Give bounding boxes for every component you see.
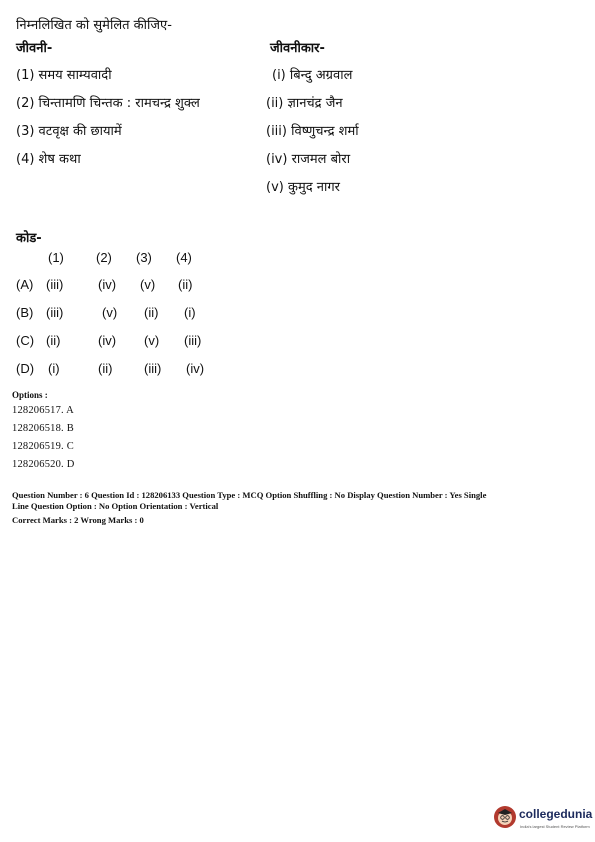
- code-cell: (ii): [144, 305, 159, 320]
- code-cell: (v): [140, 277, 156, 292]
- list1-item: (1) समय साम्यवादी: [16, 68, 112, 83]
- code-column-header: (2): [96, 250, 112, 265]
- options-heading: Options :: [12, 390, 48, 400]
- list2-item: (iii) विष्णुचन्द्र शर्मा: [266, 124, 359, 139]
- code-row-label: (C): [16, 333, 35, 348]
- option-item: 128206518. B: [12, 423, 74, 434]
- option-item: 128206517. A: [12, 405, 74, 416]
- question-instruction: निम्नलिखित को सुमेलित कीजिए-: [16, 18, 172, 33]
- logo-wordmark: collegedunia: [519, 807, 593, 821]
- marks-line: Correct Marks : 2 Wrong Marks : 0: [12, 515, 144, 525]
- code-cell: (iii): [144, 361, 162, 376]
- list1-item: (2) चिन्तामणि चिन्तक : रामचन्द्र शुक्ल: [16, 96, 200, 111]
- code-row-label: (D): [16, 361, 35, 376]
- list1-item: (3) वटवृक्ष की छायामें: [16, 124, 122, 139]
- list2-item: (i) बिन्दु अग्रवाल: [272, 68, 353, 83]
- code-cell: (i): [184, 305, 196, 320]
- code-cell: (ii): [98, 361, 113, 376]
- code-cell: (i): [48, 361, 60, 376]
- option-item: 128206520. D: [12, 459, 75, 470]
- code-cell: (iii): [46, 305, 64, 320]
- list2-item: (v) कुमुद नागर: [266, 180, 340, 195]
- collegedunia-logo: [494, 802, 593, 834]
- code-column-header: (4): [176, 250, 192, 265]
- list1-item: (4) शेष कथा: [16, 152, 81, 167]
- code-cell: (iv): [186, 361, 205, 376]
- list1-heading: जीवनी-: [16, 41, 53, 56]
- list2-heading: जीवनीकार-: [270, 41, 325, 56]
- code-cell: (iv): [98, 277, 117, 292]
- code-cell: (ii): [46, 333, 61, 348]
- code-cell: (ii): [178, 277, 193, 292]
- option-item: 128206519. C: [12, 441, 74, 452]
- code-cell: (v): [144, 333, 160, 348]
- code-column-header: (3): [136, 250, 152, 265]
- code-row-label: (B): [16, 305, 34, 320]
- question-meta-line: Line Question Option : No Option Orientation : Vertical: [12, 501, 219, 511]
- list2-item: (ii) ज्ञानचंद्र जैन: [266, 96, 343, 111]
- code-cell: (iii): [184, 333, 202, 348]
- question-meta-line: Question Number : 6 Question Id : 128206133 Question Type : MCQ Option Shuffling : No Display Question Number : Yes Single: [12, 490, 487, 500]
- codes-heading: कोड-: [16, 231, 42, 246]
- list2-item: (iv) राजमल बोरा: [266, 152, 351, 167]
- code-cell: (iv): [98, 333, 117, 348]
- code-row-label: (A): [16, 277, 34, 292]
- logo-tagline: India's largest Student Review Platform: [520, 824, 590, 829]
- code-column-header: (1): [48, 250, 64, 265]
- code-cell: (iii): [46, 277, 64, 292]
- code-cell: (v): [102, 305, 118, 320]
- student-mascot-icon: [494, 806, 516, 828]
